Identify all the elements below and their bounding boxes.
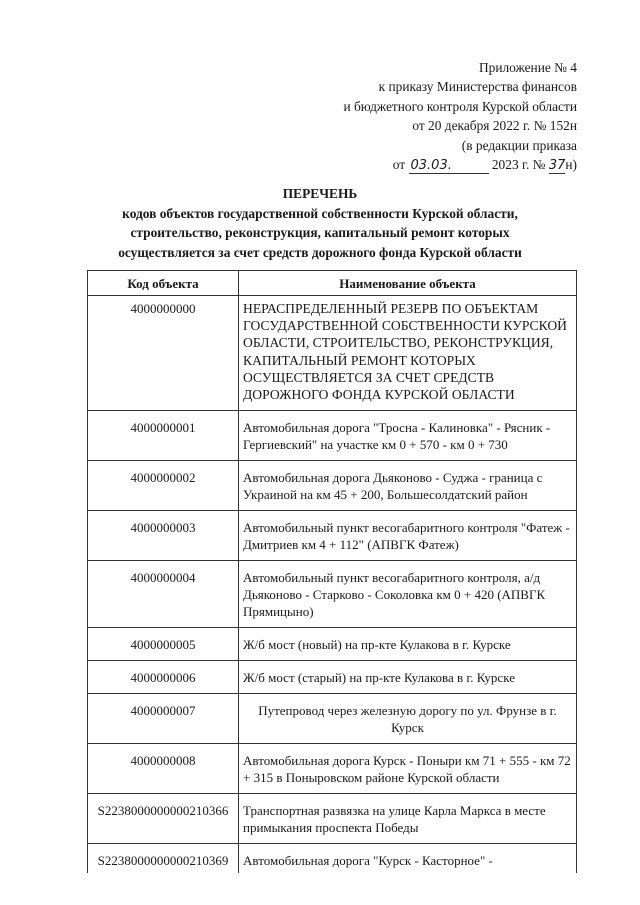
object-name: Автомобильная дорога Курск - Поныри км 71 + 555 - км 72 + 315 в Поныровском районе Курской области bbox=[239, 744, 577, 794]
appendix-line: Приложение № 4 bbox=[478, 60, 577, 75]
table-header-row bbox=[88, 271, 577, 296]
object-code: 4000000002 bbox=[88, 461, 239, 511]
revision-year: 2023 г. № bbox=[491, 157, 546, 173]
header-code: Код объекта bbox=[88, 271, 239, 296]
object-name: Путепровод через железную дорогу по ул. Фрунзе в г. Курск bbox=[239, 694, 577, 744]
title-heading: ПЕРЕЧЕНЬ bbox=[282, 186, 358, 201]
object-name: Автомобильный пункт весогабаритного контроля, а/д Дьяконово - Старково - Соколовка км 0 + 420 (АПВГК Прямицыно) bbox=[239, 561, 577, 628]
table-row bbox=[88, 628, 577, 661]
object-code: 4000000007 bbox=[88, 694, 239, 744]
table-row bbox=[88, 794, 577, 844]
revision-line bbox=[343, 155, 577, 174]
object-code: 4000000000 bbox=[88, 296, 239, 411]
objects-table bbox=[87, 270, 577, 873]
appendix-line: (в редакции приказа bbox=[461, 137, 577, 153]
table-row bbox=[88, 296, 577, 411]
title-line: строительство, реконструкция, капитальный ремонт которых bbox=[130, 225, 510, 241]
object-name: Транспортная развязка на улице Карла Маркса в месте примыкания проспекта Победы bbox=[239, 794, 577, 844]
appendix-line: к приказу Министерства финансов bbox=[378, 79, 577, 95]
object-name: НЕРАСПРЕДЕЛЕННЫЙ РЕЗЕРВ ПО ОБЪЕКТАМ ГОСУДАРСТВЕННОЙ СОБСТВЕННОСТИ КУРСКОЙ ОБЛАСТИ, СТРОИТЕЛЬСТВО, РЕКОНСТРУКЦИЯ, КАПИТАЛЬНЫЙ РЕМОНТ КОТОРЫХ ОСУЩЕСТВЛЯЕТСЯ ЗА СЧЕТ СРЕДСТВ ДОРОЖНОГО ФОНДА КУРСКОЙ ОБЛАСТИ bbox=[239, 296, 577, 411]
revision-number: 37 bbox=[548, 158, 566, 174]
table-row bbox=[88, 411, 577, 461]
appendix-line: от 20 декабря 2022 г. № 152н bbox=[412, 118, 577, 134]
object-name: Ж/б мост (новый) на пр-кте Кулакова в г. Курске bbox=[239, 628, 577, 661]
object-code: 4000000005 bbox=[88, 628, 239, 661]
object-name: Автомобильная дорога "Тросна - Калиновка" - Рясник - Гергиевский" на участке км 0 + 570 - км 0 + 730 bbox=[239, 411, 577, 461]
table-row bbox=[88, 661, 577, 694]
document-title bbox=[0, 184, 640, 262]
table-row bbox=[88, 561, 577, 628]
revision-date: 03.03. bbox=[409, 159, 489, 174]
object-code: 4000000003 bbox=[88, 511, 239, 561]
table-row bbox=[88, 694, 577, 744]
object-code: 4000000001 bbox=[88, 411, 239, 461]
object-name: Автомобильный пункт весогабаритного контроля "Фатеж - Дмитриев км 4 + 112" (АПВГК Фатеж) bbox=[239, 511, 577, 561]
object-code: 4000000008 bbox=[88, 744, 239, 794]
title-line: осуществляется за счет средств дорожного фонда Курской области bbox=[118, 244, 522, 260]
title-line: кодов объектов государственной собственности Курской области, bbox=[122, 205, 518, 221]
header-name: Наименование объекта bbox=[239, 271, 577, 296]
object-code: S2238000000000210366 bbox=[88, 794, 239, 844]
table-row bbox=[88, 511, 577, 561]
object-code: S2238000000000210369 bbox=[88, 844, 239, 874]
table-row bbox=[88, 461, 577, 511]
object-name: Ж/б мост (старый) на пр-кте Кулакова в г. Курске bbox=[239, 661, 577, 694]
table-row bbox=[88, 844, 577, 874]
object-code: 4000000004 bbox=[88, 561, 239, 628]
table-row bbox=[88, 744, 577, 794]
object-name: Автомобильная дорога "Курск - Касторное" - bbox=[239, 844, 577, 874]
object-name: Автомобильная дорога Дьяконово - Суджа - граница с Украиной на км 45 + 200, Большесолдатский район bbox=[239, 461, 577, 511]
appendix-line: и бюджетного контроля Курской области bbox=[343, 98, 577, 114]
object-code: 4000000006 bbox=[88, 661, 239, 694]
appendix-header bbox=[343, 58, 577, 174]
revision-suffix: н) bbox=[565, 157, 577, 173]
revision-prefix: от bbox=[392, 157, 406, 173]
